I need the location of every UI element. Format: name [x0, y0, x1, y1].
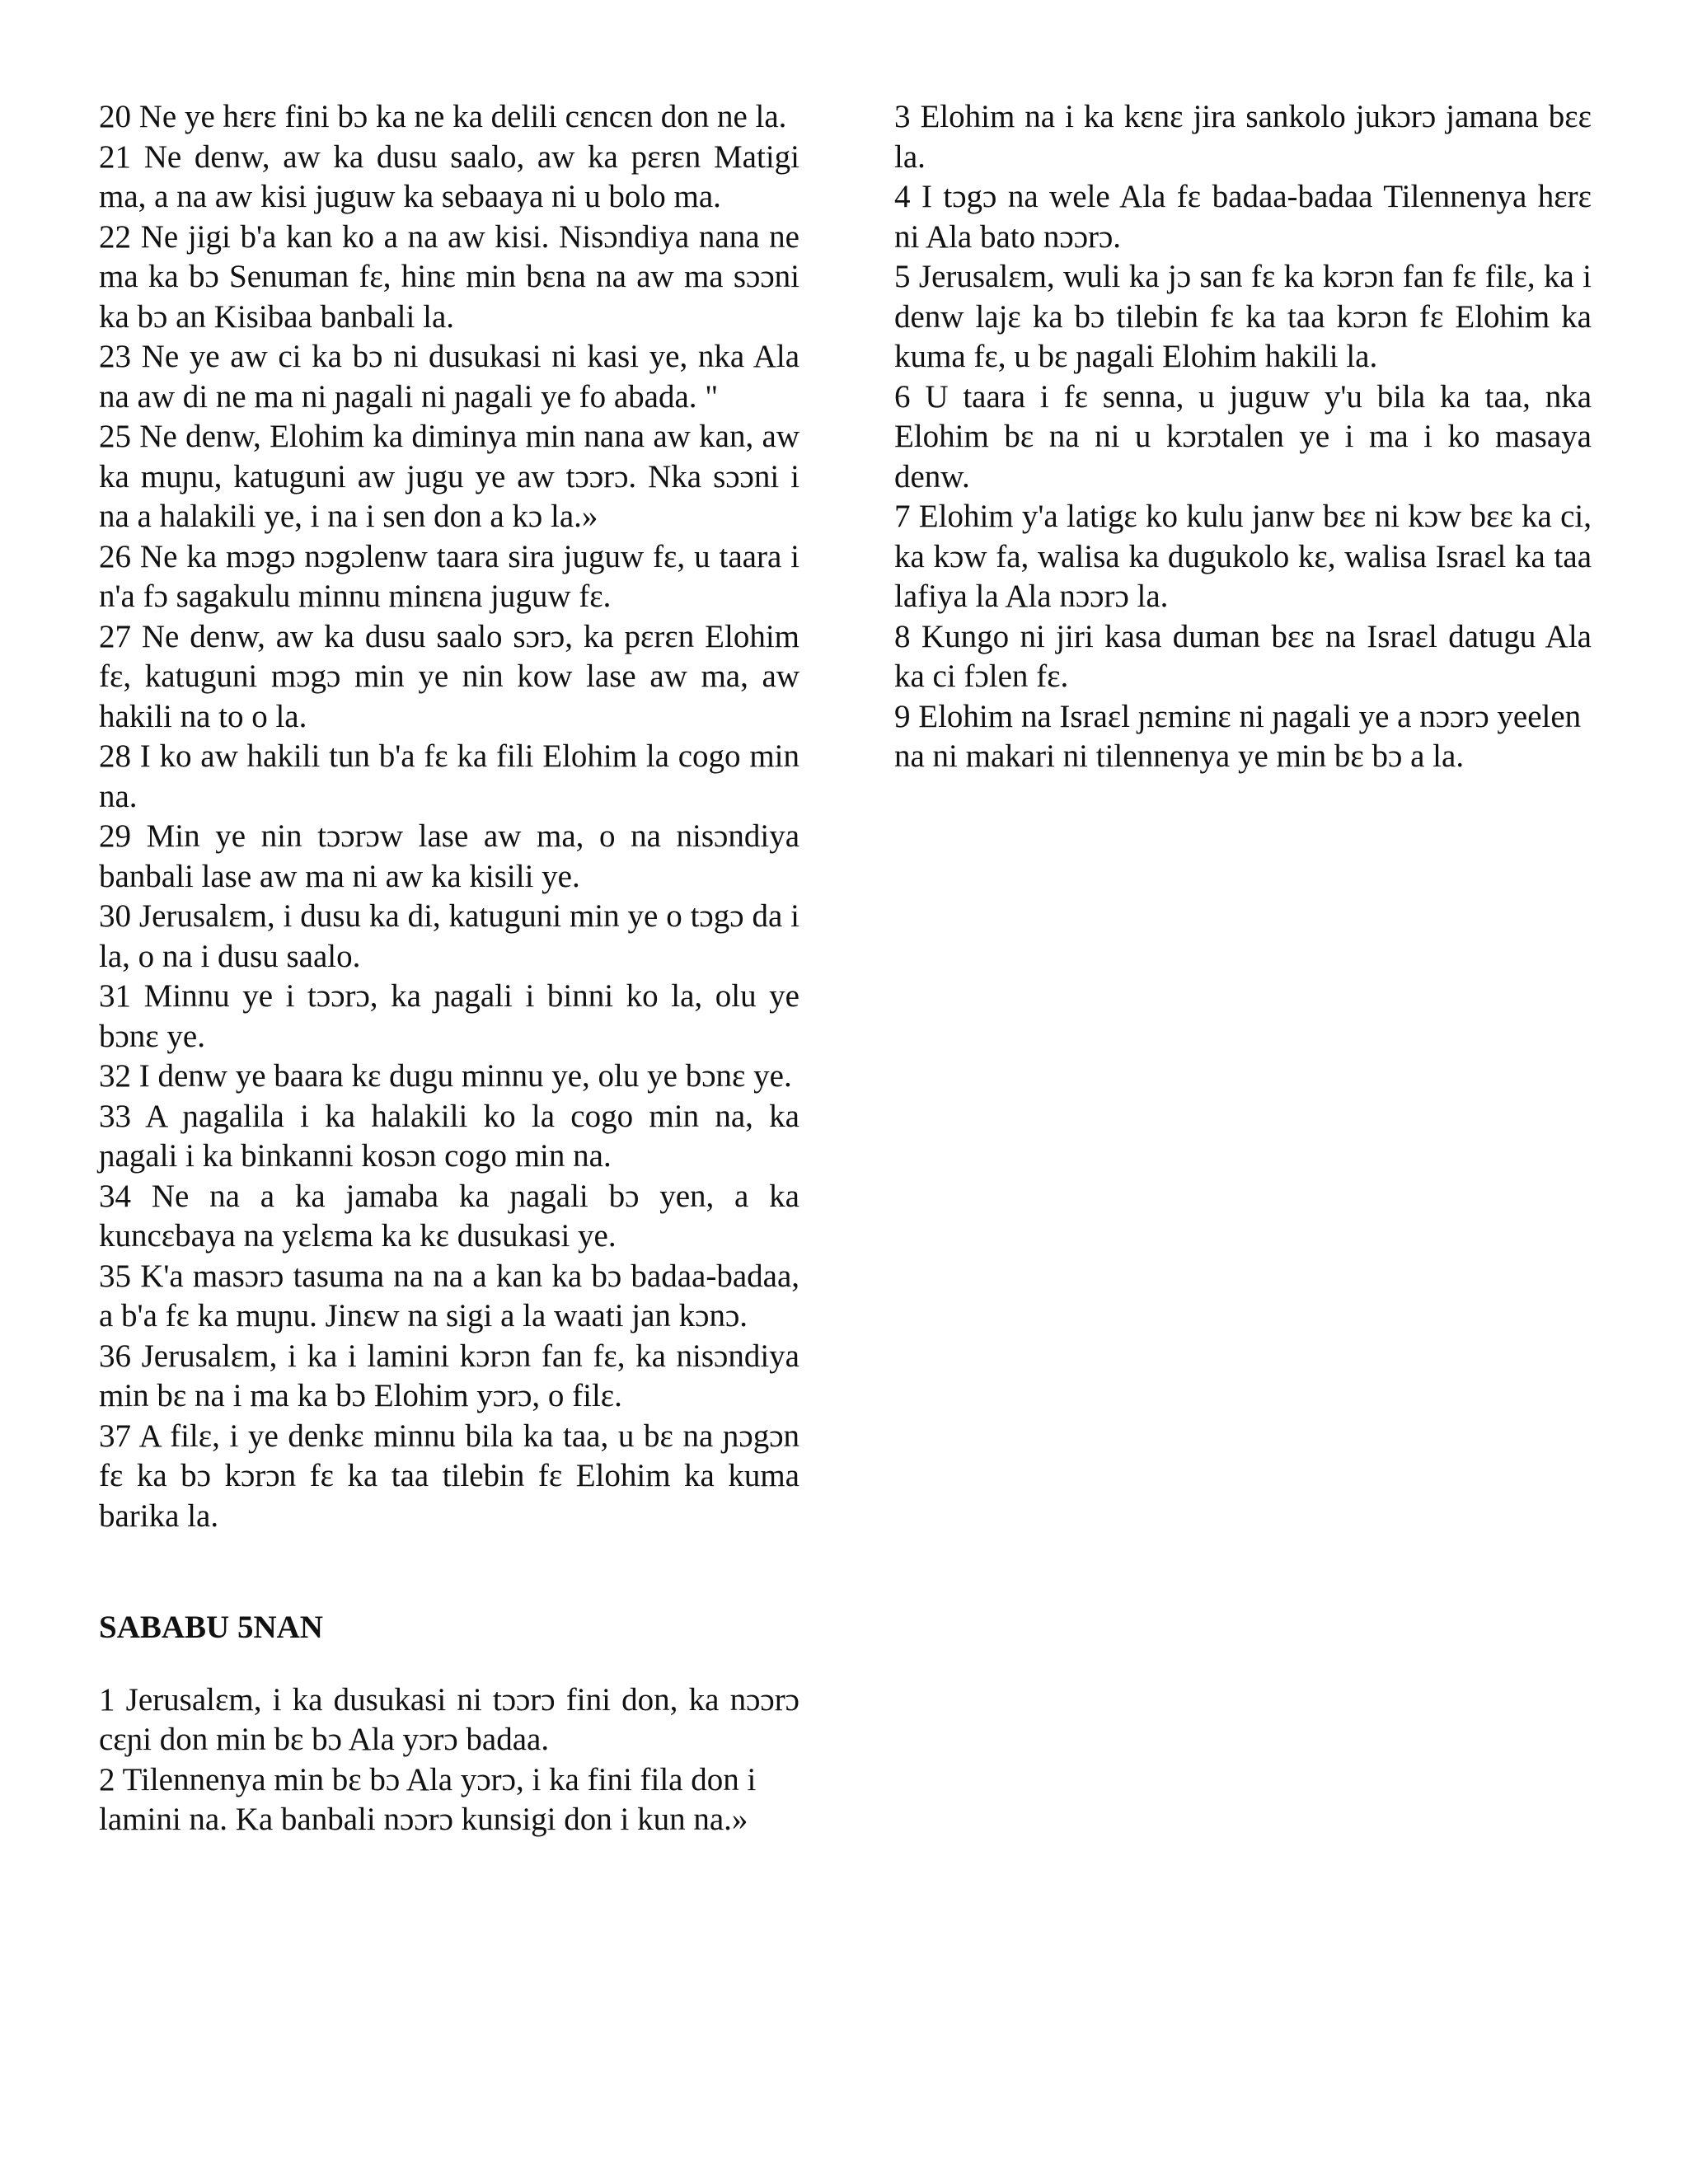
- verse-22: 22 Ne jigi b'a kan ko a na aw kisi. Nisɔndiya nana ne ma ka bɔ Senuman fɛ, hinɛ min bɛna na aw ma sɔɔni ka bɔ an Kisibaa banbali la.: [99, 218, 799, 335]
- left-column: [99, 97, 799, 1840]
- verse-31: 31 Minnu ye i tɔɔrɔ, ka ɲagali i binni ko la, olu ye bɔnɛ ye.: [99, 978, 799, 1054]
- verse-5-2: 2 Tilennenya min bɛ bɔ Ala yɔrɔ, i ka fini fila don i lamini na. Ka banbali nɔɔrɔ kunsigi don i kun na.»: [99, 1761, 757, 1837]
- verse-32: 32 I denw ye baara kɛ dugu minnu ye, olu ye bɔnɛ ye.: [99, 1058, 792, 1094]
- verse-28: 28 I ko aw hakili tun b'a fɛ ka fili Elohim la cogo min na.: [99, 738, 799, 814]
- verse-5-8: 8 Kungo ni jiri kasa duman bɛɛ na Israɛl datugu Ala ka ci fɔlen fɛ.: [894, 618, 1592, 694]
- verse-25: 25 Ne denw, Elohim ka diminya min nana aw kan, aw ka muɲu, katuguni aw jugu ye aw tɔɔrɔ. Nka sɔɔni i na a halakili ye, i na i sen don a kɔ la.»: [99, 419, 799, 534]
- verse-20: 20 Ne ye hɛrɛ fini bɔ ka ne ka delili cɛncɛn don ne la.: [99, 99, 787, 134]
- verse-23: 23 Ne ye aw ci ka bɔ ni dusukasi ni kasi ye, nka Ala na aw di ne ma ni ɲagali ni ɲagali ye fo abada. ": [99, 339, 799, 415]
- verse-5-1: 1 Jerusalɛm, i ka dusukasi ni tɔɔrɔ fini don, ka nɔɔrɔ cɛɲi don min bɛ bɔ Ala yɔrɔ badaa.: [99, 1681, 799, 1757]
- verse-5-6: 6 U taara i fɛ senna, u juguw y'u bila ka taa, nka Elohim bɛ na ni u kɔrɔtalen ye i ma i ko masaya denw.: [894, 378, 1592, 494]
- verse-5-7: 7 Elohim y'a latigɛ ko kulu janw bɛɛ ni kɔw bɛɛ ka ci, ka kɔw fa, walisa ka dugukolo kɛ, walisa Israɛl ka taa lafiya la Ala nɔɔrɔ la.: [894, 499, 1592, 614]
- right-column: [894, 97, 1592, 777]
- verse-5-4: 4 I tɔgɔ na wele Ala fɛ badaa-badaa Tilennenya hɛrɛ ni Ala bato nɔɔrɔ.: [894, 179, 1592, 255]
- verses-before-heading: [99, 97, 799, 1536]
- verse-27: 27 Ne denw, aw ka dusu saalo sɔrɔ, ka pɛrɛn Elohim fɛ, katuguni mɔgɔ min ye nin kow lase aw ma, aw hakili na to o la.: [99, 618, 799, 734]
- verse-26: 26 Ne ka mɔgɔ nɔgɔlenw taara sira juguw fɛ, u taara i n'a fɔ sagakulu minnu minɛna juguw fɛ.: [99, 538, 799, 614]
- verse-36: 36 Jerusalɛm, i ka i lamini kɔrɔn fan fɛ, ka nisɔndiya min bɛ na i ma ka bɔ Elohim yɔrɔ, o filɛ.: [99, 1338, 799, 1413]
- verse-5-9: 9 Elohim na Israɛl ɲɛminɛ ni ɲagali ye a nɔɔrɔ yeelen na ni makari ni tilennenya ye min bɛ bɔ a la.: [894, 698, 1582, 774]
- verse-35: 35 K'a masɔrɔ tasuma na na a kan ka bɔ badaa-badaa, a b'a fɛ ka muɲu. Jinɛw na sigi a la waati jan kɔnɔ.: [99, 1258, 799, 1333]
- verse-34: 34 Ne na a ka jamaba ka ɲagali bɔ yen, a ka kuncɛbaya na yɛlɛma ka kɛ dusukasi ye.: [99, 1178, 799, 1254]
- verse-30: 30 Jerusalɛm, i dusu ka di, katuguni min ye o tɔgɔ da i la, o na i dusu saalo.: [99, 898, 799, 974]
- verse-21: 21 Ne denw, aw ka dusu saalo, aw ka pɛrɛn Matigi ma, a na aw kisi juguw ka sebaaya ni u bolo ma.: [99, 138, 799, 214]
- verse-5-3: 3 Elohim na i ka kɛnɛ jira sankolo jukɔrɔ jamana bɛɛ la.: [894, 99, 1592, 175]
- verse-5-5: 5 Jerusalɛm, wuli ka jɔ san fɛ ka kɔrɔn fan fɛ filɛ, ka i denw lajɛ ka bɔ tilebin fɛ ka taa kɔrɔn fɛ Elohim ka kuma fɛ, u bɛ ɲagali Elohim hakili la.: [894, 259, 1592, 374]
- verse-37: 37 A filɛ, i ye denkɛ minnu bila ka taa, u bɛ na ɲɔgɔn fɛ ka bɔ kɔrɔn fɛ ka taa tilebin fɛ Elohim ka kuma barika la.: [99, 1418, 799, 1534]
- chapter-heading: SABABU 5NAN: [99, 1610, 323, 1645]
- verse-29: 29 Min ye nin tɔɔrɔw lase aw ma, o na nisɔndiya banbali lase aw ma ni aw ka kisili ye.: [99, 818, 799, 894]
- verse-33: 33 A ɲagalila i ka halakili ko la cogo min na, ka ɲagali i ka binkanni kosɔn cogo min na.: [99, 1098, 799, 1174]
- verses-after-heading: [99, 1680, 799, 1840]
